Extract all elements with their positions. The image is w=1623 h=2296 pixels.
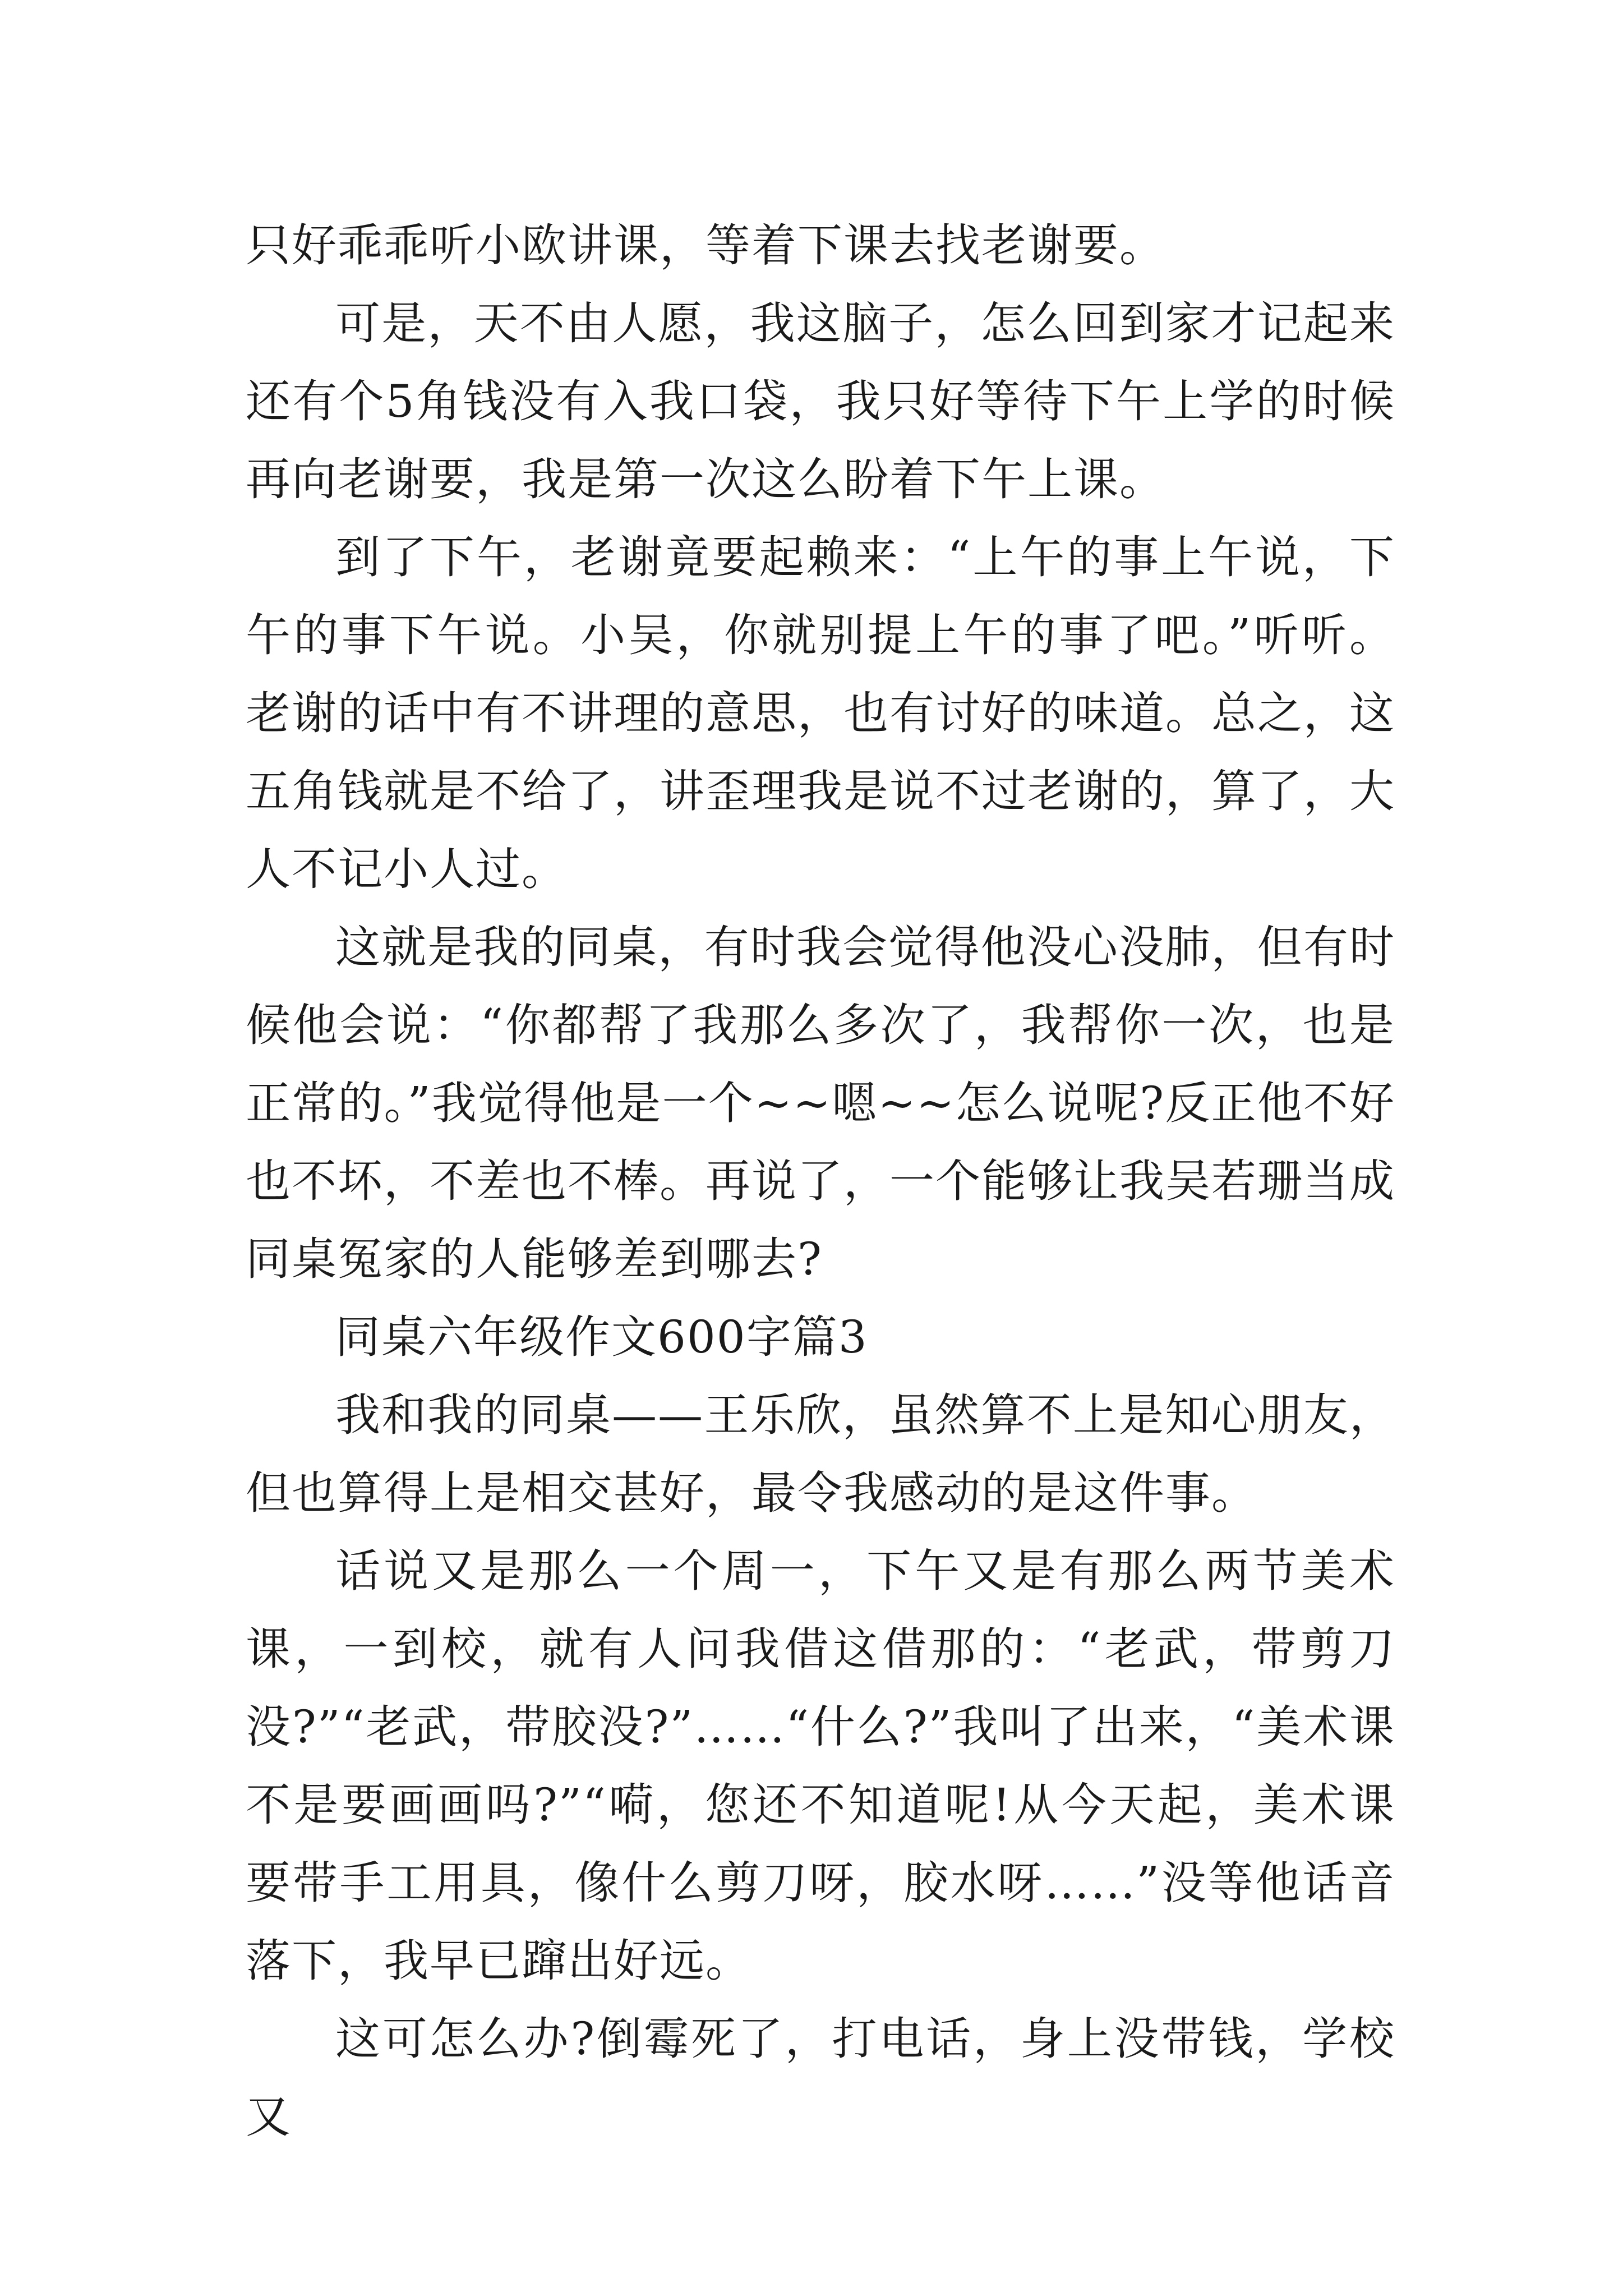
section-heading: 同桌六年级作文600字篇3 (335, 1311, 868, 1363)
paragraph: 可是，天不由人愿，我这脑子，怎么回到家才记起来还有个5角钱没有入我口袋，我只好等待下午上学的时候再向老谢要，我是第一次这么盼着下午上课。 (246, 297, 1395, 505)
paragraph: 到了下午，老谢竟要起赖来：“上午的事上午说，下午的事下午说。小吴，你就别提上午的事了吧。”听听。老谢的话中有不讲理的意思，也有讨好的味道。总之，这五角钱就是不给了，讲歪理我是说不过老谢的，算了，大人不记小人过。 (246, 531, 1395, 895)
paragraph: 我和我的同桌——王乐欣，虽然算不上是知心朋友，但也算得上是相交甚好，最令我感动的是这件事。 (246, 1389, 1395, 1519)
document-body (246, 206, 1395, 2156)
paragraph: 这可怎么办?倒霉死了，打电话，身上没带钱，学校又 (246, 2013, 1395, 2143)
paragraph: 话说又是那么一个周一，下午又是有那么两节美术课，一到校，就有人问我借这借那的：“老武，带剪刀没?”“老武，带胶没?”……“什么?”我叫了出来，“美术课不是要画画吗?”“嗬，您还不知道呢!从今天起，美术课要带手工用具，像什么剪刀呀，胶水呀……”没等他话音落下，我早已蹿出好远。 (246, 1545, 1395, 1987)
paragraph: 只好乖乖听小欧讲课，等着下课去找老谢要。 (246, 219, 1165, 272)
paragraph: 这就是我的同桌，有时我会觉得他没心没肺，但有时候他会说：“你都帮了我那么多次了，我帮你一次，也是正常的。”我觉得他是一个~~嗯~~怎么说呢?反正他不好也不坏，不差也不棒。再说了，一个能够让我吴若珊当成同桌冤家的人能够差到哪去? (246, 921, 1395, 1285)
